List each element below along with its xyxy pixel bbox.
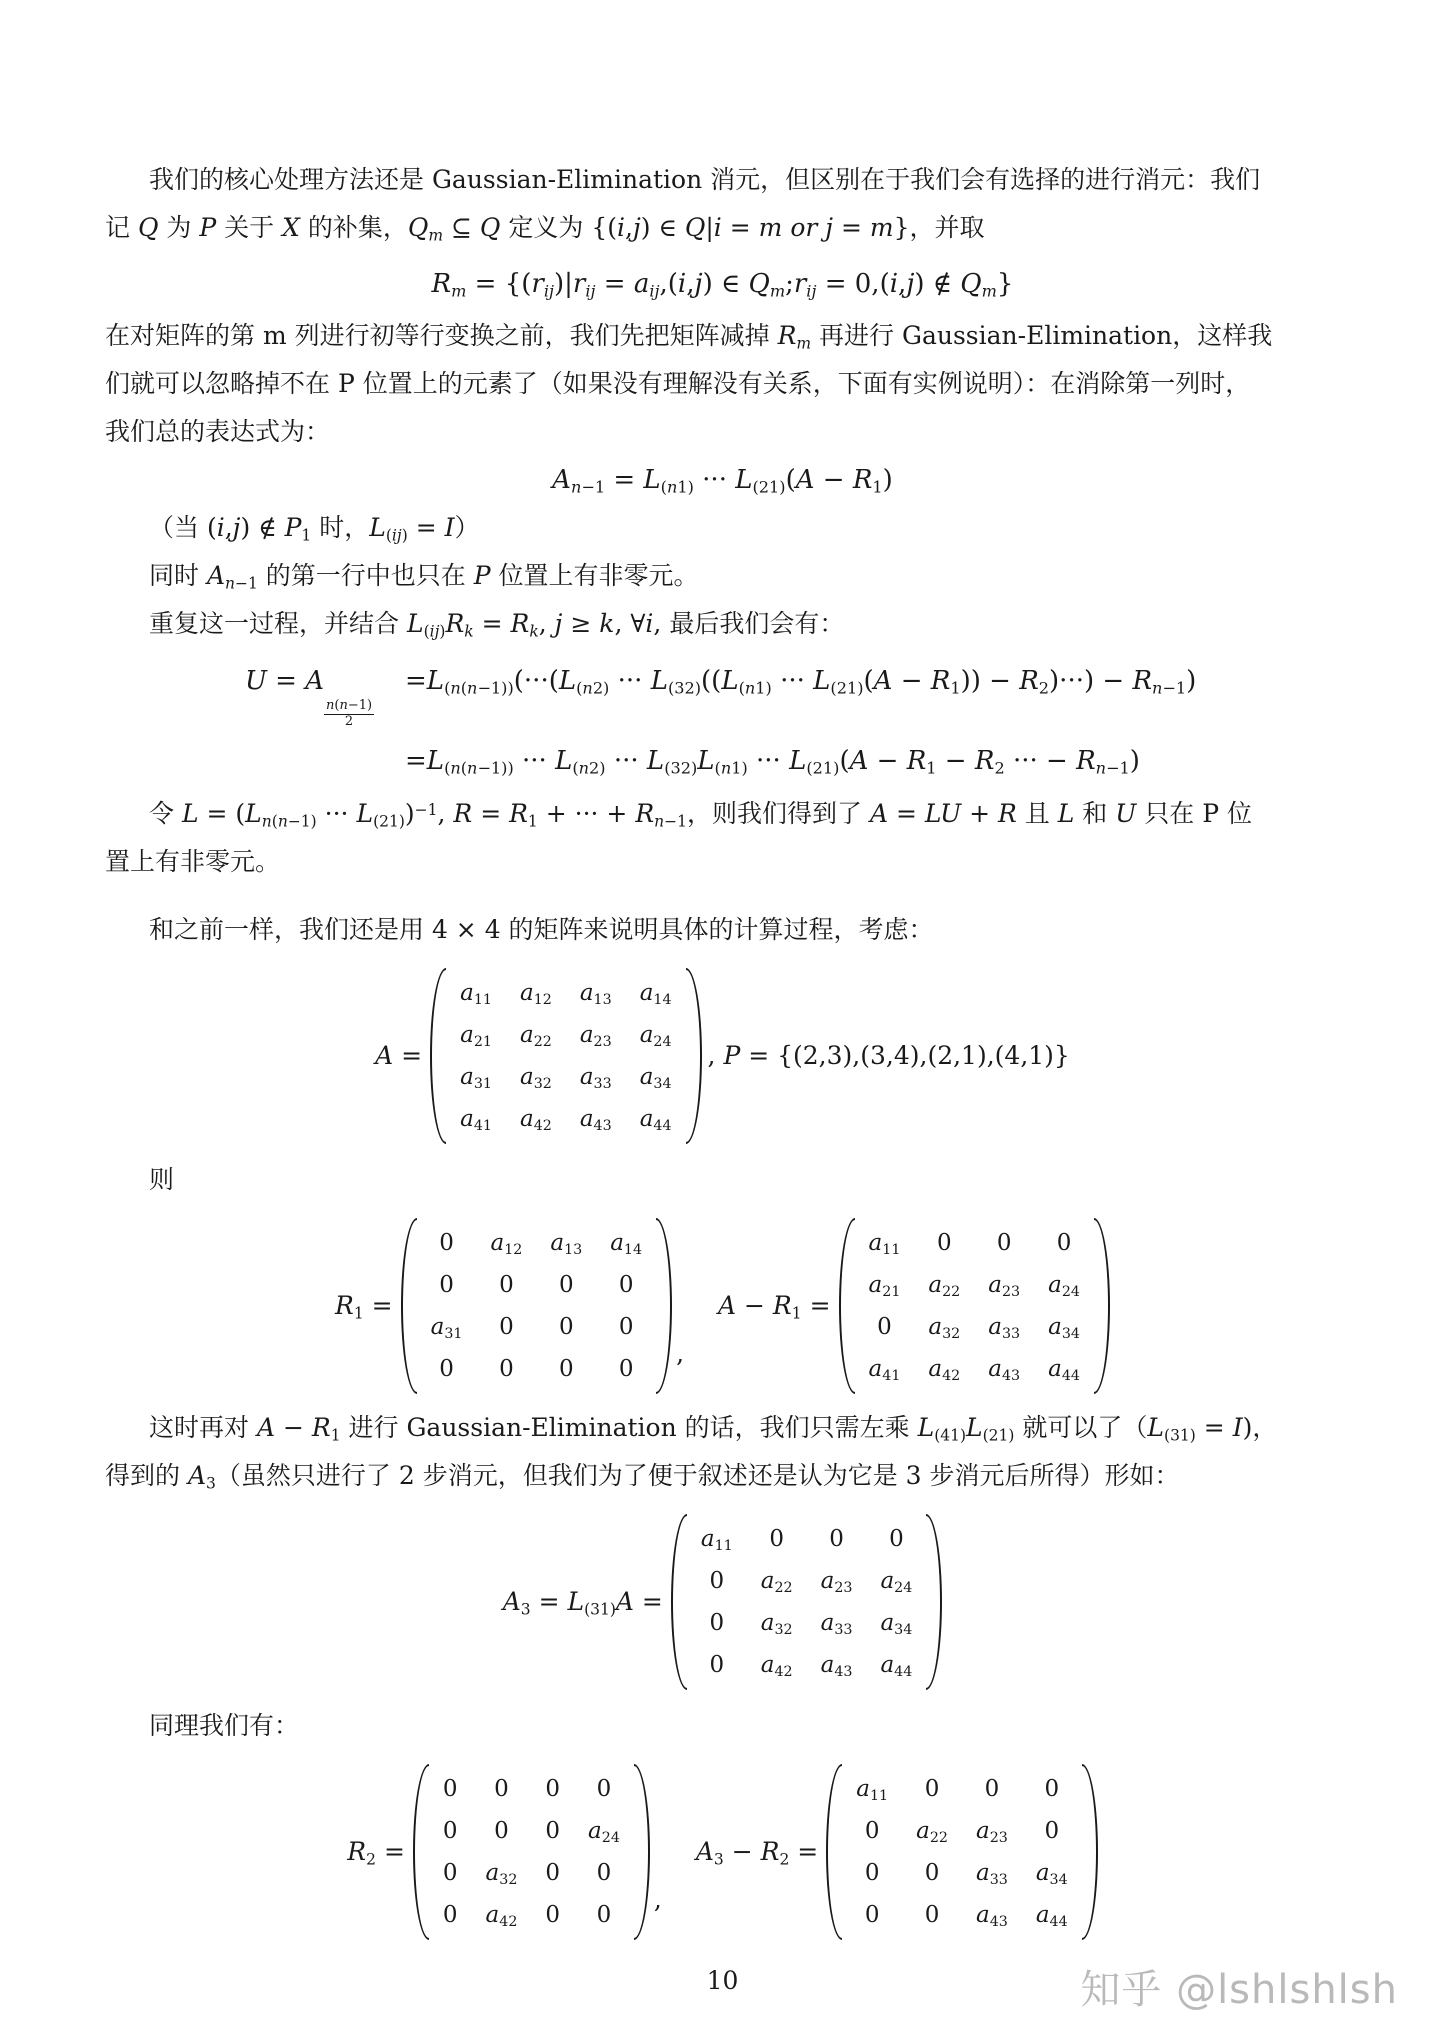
matrix-cell: 0 [442, 1817, 458, 1844]
matrix-cell: $a_{11}$ [700, 1525, 733, 1554]
matrix-cell: $a_{23}$ [820, 1567, 853, 1596]
matrix-cell: 0 [769, 1525, 784, 1552]
matrix-cell: 0 [442, 1901, 458, 1928]
paragraph-line: 我们的核心处理方法还是 Gaussian-Elimination 消元，但区别在于我们会有选择的进行消元：我们 [149, 165, 1261, 194]
matrix-cell: 0 [864, 1859, 880, 1886]
display-equation-rm: $R_m = \{(r_{ij})|r_{ij} = a_{ij},(i,j)$ ∈ $Q_m;r_{ij} = 0,(i,j)$ ∉ $Q_m$} [431, 269, 1014, 301]
left-paren [430, 968, 446, 1144]
matrix-label: $A - R_1$ = [718, 1291, 831, 1323]
matrix-cell: 0 [1044, 1817, 1060, 1844]
matrix-cell: 0 [558, 1355, 574, 1382]
display-equation-r1 [105, 1218, 1340, 1394]
right-paren [634, 1764, 650, 1940]
paragraph-line: 同时 $A_{n-1}$ 的第一行中也只在 P 位置上有非零元。 [149, 561, 699, 593]
matrix-cell: $a_{44}$ [1048, 1355, 1080, 1384]
matrix-cell: $a_{34}$ [1035, 1859, 1068, 1888]
matrix-cell: 0 [924, 1901, 940, 1928]
paragraph-line: 记 Q 为 P 关于 X 的补集，$Q_m$ ⊆ Q 定义为 {(i,j) ∈ Q|i = m or j = m}，并取 [105, 213, 985, 245]
matrix-cell: $a_{33}$ [579, 1063, 612, 1092]
matrix-cell: $a_{44}$ [639, 1105, 672, 1134]
matrix-cell: $a_{24}$ [1048, 1271, 1080, 1300]
paragraph-line: 们就可以忽略掉不在 P 位置上的元素了（如果没有理解没有关系，下面有实例说明）：在消除第一列时， [105, 369, 1251, 398]
matrix-cell: 0 [545, 1859, 561, 1886]
left-paren [671, 1514, 687, 1690]
matrix-cell: $a_{33}$ [975, 1859, 1008, 1888]
right-paren [1094, 1218, 1110, 1394]
matrix-cell: $a_{44}$ [1035, 1901, 1068, 1930]
matrix-r2 [413, 1764, 650, 1940]
page-content [105, 156, 1340, 1995]
matrix-cell: 0 [1044, 1775, 1060, 1802]
matrix-cell: $a_{23}$ [579, 1021, 612, 1050]
matrix-cell: $a_{34}$ [639, 1063, 672, 1092]
matrix-label: $A_3 - R_2$ = [695, 1837, 819, 1869]
matrix-cell: $a_{12}$ [519, 979, 552, 1008]
matrix-cell: $a_{21}$ [460, 1021, 492, 1050]
matrix-a3-minus-r2 [826, 1764, 1097, 1940]
matrix-cell: $a_{22}$ [928, 1271, 961, 1300]
matrix-cell: $a_{31}$ [430, 1313, 463, 1342]
matrix-cell: $a_{42}$ [928, 1355, 961, 1384]
equation-u-lhs: U = A $\frac{n(n-1)}{2}$ [245, 666, 373, 729]
matrix-cell: $a_{32}$ [485, 1859, 518, 1888]
display-equation-u [245, 656, 1340, 786]
matrix-label: $R_2$ = [347, 1837, 405, 1869]
matrix-cell: $a_{32}$ [760, 1609, 793, 1638]
matrix-cell: $a_{13}$ [579, 979, 612, 1008]
matrix-cell: 0 [494, 1817, 509, 1844]
matrix-cell: $a_{42}$ [760, 1651, 793, 1680]
matrix-cell: $a_{22}$ [519, 1021, 552, 1050]
matrix-cell: 0 [545, 1817, 561, 1844]
left-paren [826, 1764, 842, 1940]
matrix-cell: 0 [596, 1901, 612, 1928]
matrix-cell: 0 [499, 1271, 514, 1298]
matrix-cell: $a_{42}$ [519, 1105, 552, 1134]
matrix-cell: 0 [829, 1525, 844, 1552]
paragraph-line: 同理我们有： [149, 1710, 300, 1740]
matrix-cell: $a_{23}$ [975, 1817, 1008, 1846]
matrix-cell: 0 [494, 1775, 509, 1802]
matrix-cell: 0 [709, 1651, 725, 1678]
matrix-cell: $a_{22}$ [760, 1567, 793, 1596]
matrix-cell: $a_{24}$ [588, 1817, 620, 1846]
equation-u-line2: $=L_{(n(n-1))}$ ··· $L_{(n2)}$ ··· $L_{(32)}L_{(n1)}$ ··· $L_{(21)}(A - R_1 - R_2$ ··· − $R_{n-1}$) [405, 745, 1140, 778]
matrix-cell: 0 [709, 1567, 725, 1594]
matrix-a-minus-r1 [839, 1218, 1110, 1394]
matrix-cell: 0 [439, 1355, 454, 1382]
display-equation-r2 [105, 1764, 1340, 1940]
matrix-cell: $a_{33}$ [988, 1313, 1021, 1342]
matrix-cell: $a_{34}$ [880, 1609, 913, 1638]
matrix-cell: $a_{44}$ [880, 1651, 913, 1680]
matrix-cell: 0 [924, 1775, 940, 1802]
matrix-cell: 0 [924, 1859, 940, 1886]
matrix-label: $R_1$ = [335, 1291, 393, 1323]
matrix-cell: $a_{14}$ [610, 1229, 643, 1258]
matrix-cell: $a_{43}$ [820, 1651, 853, 1680]
matrix-cell: $a_{24}$ [639, 1021, 672, 1050]
fraction-subscript: $\frac{n(n-1)}{2}$ [326, 698, 373, 729]
display-equation-a3 [105, 1514, 1340, 1690]
matrix-cell: 0 [545, 1775, 561, 1802]
matrix-cell: $a_{24}$ [880, 1567, 913, 1596]
matrix-cell: 0 [596, 1775, 612, 1802]
matrix-cell: $a_{31}$ [460, 1063, 492, 1092]
equation-suffix: , P = {(2,3),(3,4),(2,1),(4,1)} [707, 1041, 1070, 1071]
matrix-cell: $a_{14}$ [639, 979, 672, 1008]
matrix-cell: $a_{11}$ [460, 979, 492, 1008]
matrix-cell: 0 [877, 1313, 892, 1340]
matrix-cell: $a_{21}$ [868, 1271, 901, 1300]
matrix-cell: $a_{43}$ [579, 1105, 612, 1134]
matrix-cell: 0 [864, 1817, 880, 1844]
display-equation-an1: $A_{n-1} = L_{(n1)}$ ··· $L_{(21)}(A - R_1)$ [552, 465, 893, 497]
matrix-cell: $a_{11}$ [856, 1775, 889, 1804]
matrix-cell: 0 [439, 1271, 454, 1298]
matrix-cell: 0 [558, 1271, 574, 1298]
paragraph-line: 在对矩阵的第 m 列进行初等行变换之前，我们先把矩阵减掉 $R_m$ 再进行 Gaussian-Elimination，这样我 [105, 321, 1273, 353]
matrix-cell: 0 [545, 1901, 561, 1928]
page-number: 10 [706, 1965, 739, 1995]
matrix-cell: $a_{22}$ [916, 1817, 948, 1846]
matrix-cell: $a_{33}$ [820, 1609, 853, 1638]
matrix-cell: 0 [439, 1229, 454, 1256]
matrix-cell: 0 [618, 1355, 634, 1382]
matrix-cell: 0 [618, 1271, 634, 1298]
matrix-cell: $a_{34}$ [1048, 1313, 1080, 1342]
matrix-label: $A_3 = L_{(31)}A$ = [502, 1587, 663, 1619]
display-equation-a [105, 968, 1340, 1144]
matrix-cell: 0 [889, 1525, 904, 1552]
matrix-r1 [401, 1218, 672, 1394]
matrix-cell: 0 [984, 1775, 1000, 1802]
left-paren [401, 1218, 417, 1394]
paragraph-line: 我们总的表达式为： [105, 417, 331, 446]
matrix-cell: 0 [499, 1313, 514, 1340]
equation-u-line1: $=L_{(n(n-1))}(\cdot\cdot\cdot(L_{(n2)}$ ··· $L_{(32)}((L_{(n1)}$ ··· $L_{(21)}(A - R_1)) - R_2)\cdot\cdot\cdot) - R_{n-1}$) [405, 666, 1197, 698]
matrix-cell: $a_{43}$ [988, 1355, 1021, 1384]
matrix-cell: 0 [596, 1859, 612, 1886]
left-paren [839, 1218, 855, 1394]
equation-u-empty [245, 736, 405, 786]
left-paren [413, 1764, 429, 1940]
matrix-a [430, 968, 701, 1144]
matrix-label: A = [375, 1041, 423, 1071]
matrix-cell: $a_{32}$ [519, 1063, 552, 1092]
matrix-cell: 0 [558, 1313, 574, 1340]
right-paren [656, 1218, 672, 1394]
matrix-cell: 0 [499, 1355, 514, 1382]
zhihu-watermark: 知乎 @lshlshlsh [1080, 1967, 1398, 2013]
paragraph-line: 令 $L = (L_{n(n-1)}$ ··· $L_{(21)})^{-1}$, $R = R_1$ + ··· + $R_{n-1}$，则我们得到了 A = LU + R 且 L 和 U 只在 P 位 [149, 798, 1253, 831]
matrix-cell: $a_{23}$ [988, 1271, 1021, 1300]
matrix-cell: $a_{43}$ [975, 1901, 1008, 1930]
matrix-cell: 0 [709, 1609, 725, 1636]
matrix-cell: $a_{32}$ [928, 1313, 961, 1342]
comma-separator: , [653, 1884, 662, 1914]
matrix-cell: $a_{41}$ [868, 1355, 901, 1384]
paragraph-line: 则 [149, 1164, 175, 1194]
paragraph-line: 重复这一过程，并结合 $L_{(ij)}R_k = R_k$, j ≥ k, ∀i, 最后我们会有： [149, 609, 845, 641]
matrix-cell: 0 [937, 1229, 952, 1256]
matrix-cell: 0 [442, 1859, 458, 1886]
paragraph-line: 置上有非零元。 [105, 846, 281, 876]
paragraph-line: （当 (i,j) ∉ $P_1$ 时，$L_{(ij)} = I$） [149, 513, 480, 545]
matrix-cell: 0 [618, 1313, 634, 1340]
paragraph-line: 这时再对 $A - R_1$ 进行 Gaussian-Elimination 的话，我们只需左乘 $L_{(41)}L_{(21)}$ 就可以了$(L_{(31)} = I)$， [149, 1412, 1278, 1445]
matrix-cell: 0 [996, 1229, 1012, 1256]
right-paren [686, 968, 702, 1144]
matrix-cell: 0 [1056, 1229, 1072, 1256]
right-paren [926, 1514, 942, 1690]
matrix-cell: 0 [864, 1901, 880, 1928]
right-paren [1082, 1764, 1098, 1940]
matrix-cell: $a_{13}$ [550, 1229, 583, 1258]
paragraph-line: 和之前一样，我们还是用 4 × 4 的矩阵来说明具体的计算过程，考虑： [149, 914, 934, 944]
matrix-cell: $a_{11}$ [868, 1229, 901, 1258]
matrix-cell: 0 [442, 1775, 458, 1802]
comma-separator: , [676, 1338, 685, 1368]
matrix-cell: $a_{12}$ [490, 1229, 523, 1258]
paragraph-line: 得到的 $A_3$（虽然只进行了 2 步消元，但我们为了便于叙述还是认为它是 3 步消元后所得）形如： [105, 1460, 1180, 1493]
matrix-cell: $a_{42}$ [485, 1901, 518, 1930]
matrix-a3 [671, 1514, 942, 1690]
matrix-cell: $a_{41}$ [460, 1105, 492, 1134]
